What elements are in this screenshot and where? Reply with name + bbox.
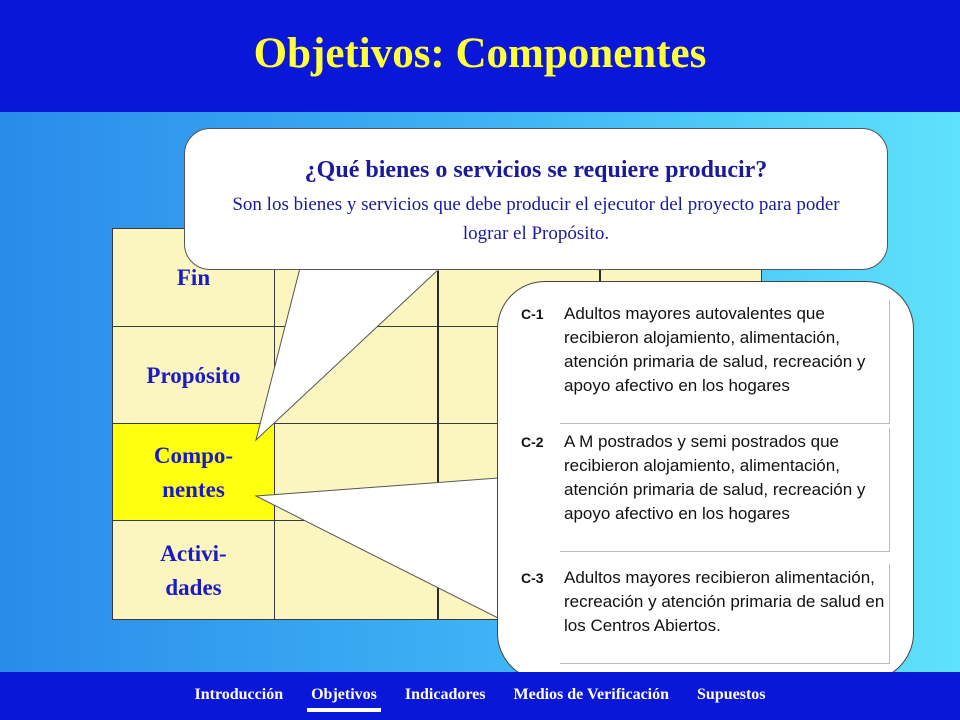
nav-objetivos[interactable]: Objetivos — [311, 686, 377, 703]
header-bar — [0, 0, 960, 112]
row-label-fin: Fin — [113, 229, 275, 326]
component-code-c1: C-1 — [521, 306, 544, 322]
component-code-c2: C-2 — [521, 434, 544, 450]
row-label-actividades: Activi- dades — [113, 521, 275, 620]
matrix-column-divider — [437, 229, 439, 619]
nav-indicadores[interactable]: Indicadores — [404, 686, 486, 703]
callout-answer: Son los bienes y servicios que debe producir el ejecutor del proyecto para poder lograr el Propósito. — [232, 194, 840, 244]
footer-bar — [0, 672, 960, 720]
component-text-c2: A M postrados y semi postrados que recibieron alojamiento, alimentación, atención primaria de salud, recreación y apoyo afectivo en los hogares — [560, 428, 890, 552]
row-label-proposito: Propósito — [113, 327, 275, 424]
components-panel — [497, 281, 914, 681]
footer-nav — [0, 686, 960, 704]
question-callout — [184, 128, 888, 270]
page-title: Objetivos: Componentes — [253, 29, 707, 77]
nav-introduccion[interactable]: Introducción — [194, 686, 284, 703]
component-code-c3: C-3 — [521, 570, 544, 586]
nav-supuestos[interactable]: Supuestos — [697, 686, 766, 703]
callout-question: ¿Qué bienes o servicios se requiere producir? — [304, 157, 768, 183]
nav-medios-de-verificacion[interactable]: Medios de Verificación — [513, 686, 670, 703]
row-label-componentes: Compo- nentes — [113, 424, 275, 521]
component-text-c1: Adultos mayores autovalentes que recibieron alojamiento, alimentación, atención primaria de salud, recreación y apoyo afectivo en los hogares — [560, 300, 890, 424]
component-text-c3: Adultos mayores recibieron alimentación, recreación y atención primaria de salud en los Centros Abiertos. — [560, 564, 890, 664]
